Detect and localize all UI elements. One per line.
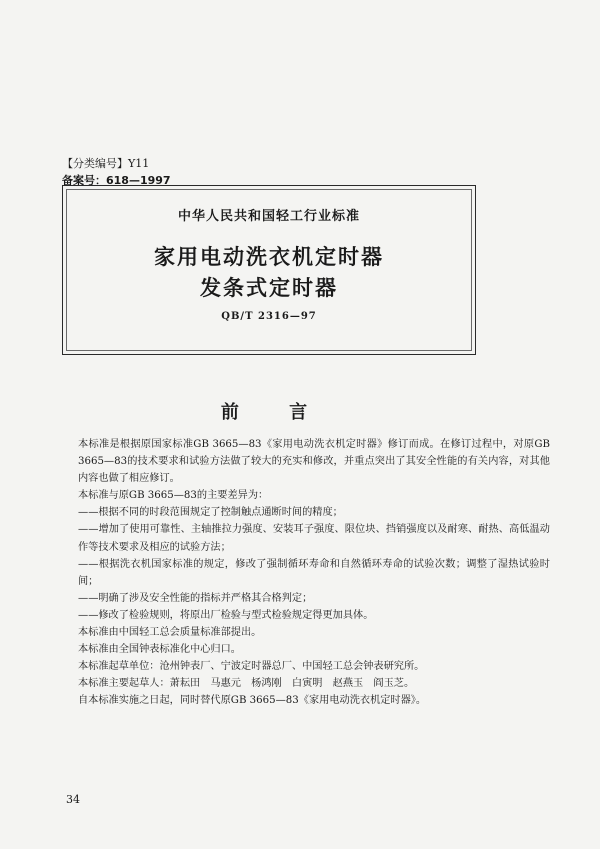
paragraph-centralized: 本标准由全国钟表标准化中心归口。 xyxy=(78,644,241,656)
paragraph-proposer: 本标准由中国轻工总会质量标准部提出。 xyxy=(78,627,262,639)
list-item: ——明确了涉及安全性能的指标并严格其合格判定； xyxy=(78,592,313,604)
document-title-sub: 发条式定时器 xyxy=(200,276,338,300)
foreword-heading: 前 言 xyxy=(220,402,330,423)
paragraph-drafters: 本标准主要起草人：萧耘田 马惠元 杨鸿刚 白寅明 赵燕玉 阎玉芝。 xyxy=(78,678,415,690)
paragraph-drafting-units: 本标准起草单位：沧州钟表厂、宁波定时器总厂、中国轻工总会钟表研究所。 xyxy=(78,661,425,673)
list-item: ——根据不同的时段范围规定了控制触点通断时间的精度； xyxy=(78,507,343,519)
page-number: 34 xyxy=(66,793,80,806)
list-item: ——增加了使用可靠性、主轴推拉力强度、安装耳子强度、限位块、挡销强度以及耐寒、耐热、高低温动作等技术要求及相应的试验方法； xyxy=(78,524,550,553)
record-number: 备案号：618—1997 xyxy=(62,174,171,187)
document-meta xyxy=(62,155,171,189)
title-box xyxy=(62,185,476,355)
paragraph-replacement: 自本标准实施之日起，同时替代原GB 3665—83《家用电动洗衣机定时器》。 xyxy=(78,695,427,707)
classification-code: 【分类编号】Y11 xyxy=(62,157,150,170)
list-item: ——修改了检验规则，将原出厂检验与型式检验规定得更加具体。 xyxy=(78,609,374,621)
paragraph-intro: 本标准是根据原国家标准GB 3665—83《家用电动洗衣机定时器》修订而成。在修订过程中，对原GB 3665—83的技术要求和试验方法做了较大的充实和修改，并重点突出了其安全性能的有关内容，对其他内容也做了相应修订。 xyxy=(78,439,550,485)
standard-code: QB/T 2316—97 xyxy=(221,311,317,322)
foreword-body xyxy=(58,436,550,710)
organization-name: 中华人民共和国轻工行业标准 xyxy=(177,209,360,224)
list-item: ——根据洗衣机国家标准的规定，修改了强制循环寿命和自然循环寿命的试验次数；调整了湿热试验时间； xyxy=(78,558,550,587)
document-title-main: 家用电动洗衣机定时器 xyxy=(154,245,384,269)
paragraph-differences: 本标准与原GB 3665—83的主要差异为： xyxy=(78,490,269,502)
